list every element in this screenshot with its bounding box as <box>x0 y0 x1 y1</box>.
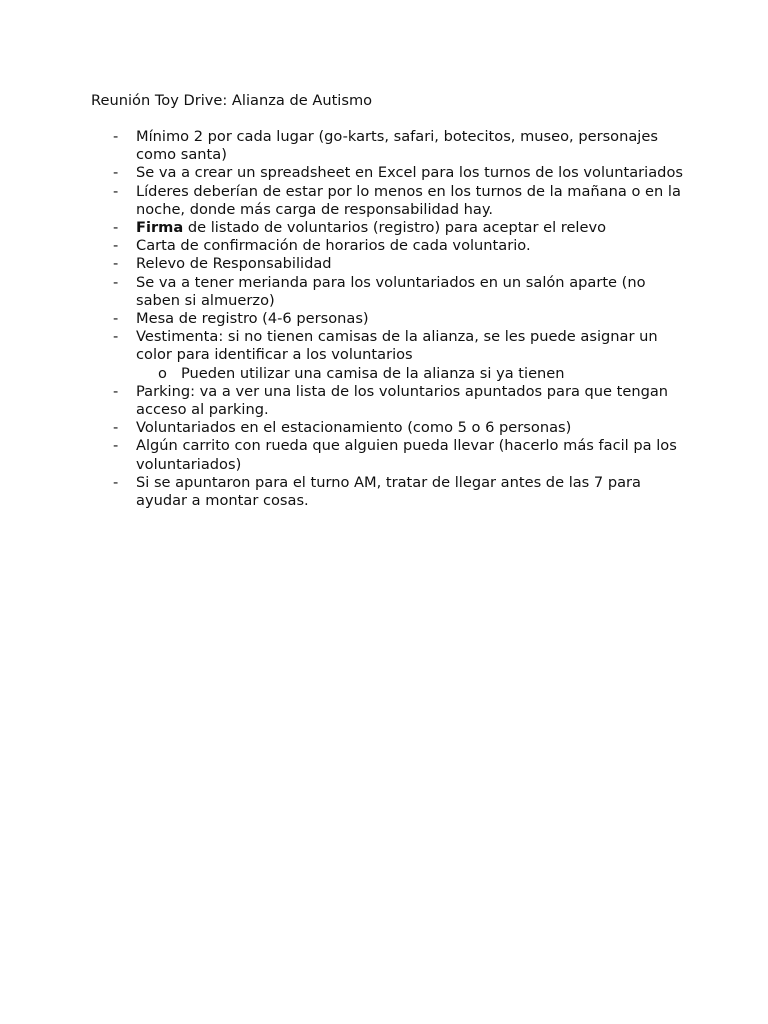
list-item <box>91 419 691 437</box>
dash-bullet: - <box>113 128 119 145</box>
list-item-text: Se va a crear un spreadsheet en Excel para los turnos de los voluntariados <box>136 164 683 182</box>
dash-bullet: - <box>113 382 119 400</box>
list-item <box>91 128 691 164</box>
dash-bullet: - <box>113 237 119 255</box>
dash-bullet: - <box>113 328 119 346</box>
list-item <box>91 164 691 182</box>
list-item-text: de listado de voluntarios (registro) para aceptar el relevo <box>183 219 607 237</box>
list-item-text: Mesa de registro (4-6 personas) <box>136 310 369 328</box>
meeting-notes-list <box>91 128 691 510</box>
list-item-text: Se va a tener merianda para los voluntariados en un salón aparte (no saben si almuerzo) <box>136 273 646 309</box>
list-item-text: Vestimenta: si no tienen camisas de la alianza, se les puede asignar un color para identificar a los voluntarios <box>136 328 658 364</box>
list-item-text: Algún carrito con rueda que alguien pueda llevar (hacerlo más facil pa los voluntariados) <box>136 437 677 473</box>
list-item <box>91 183 691 219</box>
list-item <box>91 274 691 310</box>
list-item-text: Mínimo 2 por cada lugar (go-karts, safari, botecitos, museo, personajes como santa) <box>136 128 658 164</box>
list-item-text: Voluntariados en el estacionamiento (como 5 o 6 personas) <box>136 419 572 437</box>
dash-bullet: - <box>113 419 119 437</box>
list-item-text: Líderes deberían de estar por lo menos en los turnos de la mañana o en la noche, donde más carga de responsabilidad hay. <box>136 182 681 218</box>
dash-bullet: - <box>113 255 119 273</box>
list-item <box>91 237 691 255</box>
list-item <box>91 310 691 328</box>
list-item-bold-text: Firma <box>136 219 184 237</box>
sub-list-item-text: Pueden utilizar una camisa de la alianza si ya tienen <box>181 364 565 382</box>
list-item-text: Parking: va a ver una lista de los voluntarios apuntados para que tengan acceso al parking. <box>136 382 669 419</box>
dash-bullet: - <box>113 219 119 237</box>
list-item <box>91 474 691 510</box>
document-title: Reunión Toy Drive: Alianza de Autismo <box>91 92 373 109</box>
sub-list-item <box>91 365 691 383</box>
dash-bullet: - <box>113 473 119 491</box>
list-item <box>91 219 691 237</box>
dash-bullet: - <box>113 310 119 328</box>
dash-bullet: - <box>113 164 119 182</box>
dash-bullet: - <box>113 273 119 291</box>
dash-bullet: - <box>113 182 119 200</box>
list-item-text: Carta de confirmación de horarios de cada voluntario. <box>136 237 531 255</box>
list-item <box>91 328 691 364</box>
circle-bullet: o <box>158 364 167 382</box>
list-item <box>91 383 691 419</box>
list-item-text: Relevo de Responsabilidad <box>136 255 332 273</box>
list-item <box>91 437 691 473</box>
dash-bullet: - <box>113 437 119 455</box>
list-item <box>91 255 691 273</box>
list-item-text: Si se apuntaron para el turno AM, tratar de llegar antes de las 7 para ayudar a montar cosas. <box>136 473 642 510</box>
